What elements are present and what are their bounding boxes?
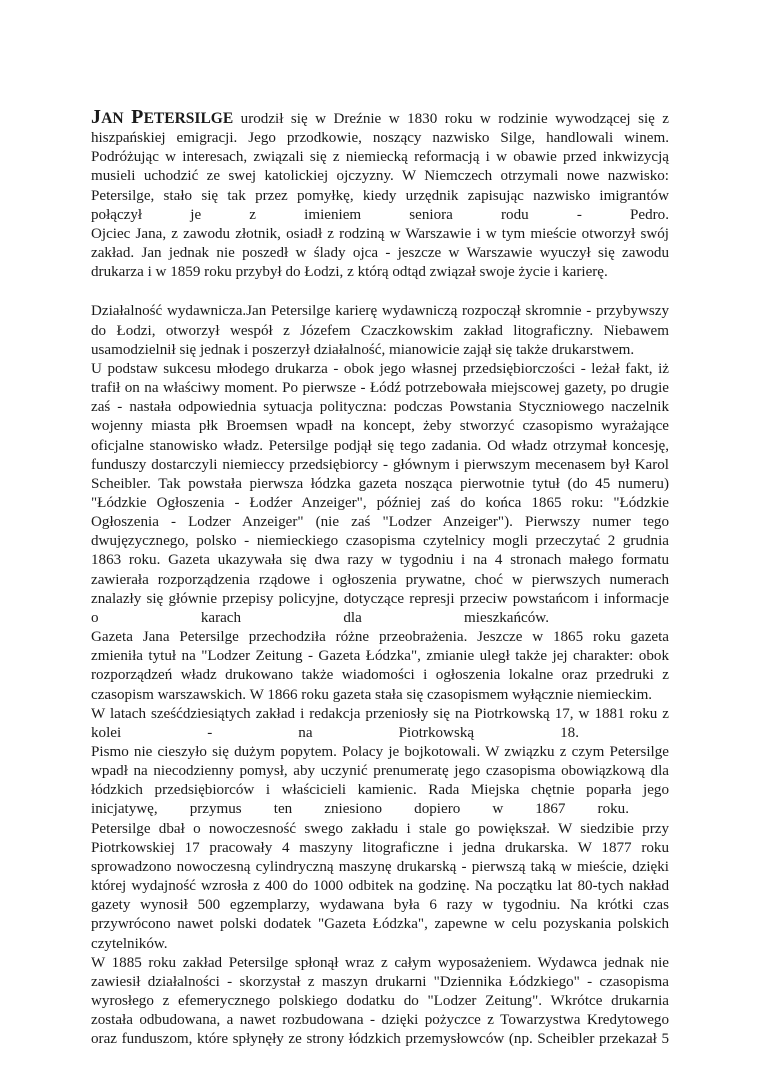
text-line: oficjalne stanowisko władz. Petersilge podjął się tego zadania. Od władz otrzymał koncesję,: [91, 437, 669, 454]
text-line: której wydajność wzrosła z 400 do 1000 odbitek na godzinę. Na początku lat 80-tych nakład: [91, 878, 669, 895]
text-line: zaś - nastała odpowiednia sytuacja polityczna: podczas Powstania Styczniowego naczelnik: [91, 399, 669, 416]
text-line: Scheibler. Tak powstała pierwsza łódzka gazeta nosząca pierwotnie tytuł (do 45 numeru): [91, 475, 669, 492]
text-line: Petersilge dbał o nowoczesność swego zakładu i stale go powiększał. W siedzibie przy: [91, 820, 669, 837]
text-line: oraz funduszom, które spłynęły ze strony łódzkich przemysłowców (np. Scheibler przekazał 5: [91, 1031, 669, 1048]
text-line: trafił on na właściwy moment. Po pierwsze - Łódź potrzebowała miejscowej gazety, po drugie: [91, 380, 669, 397]
text-line: Piotrkowskiej 17 pracowały 4 maszyny litograficzne i jedna drukarska. W 1877 roku: [91, 839, 669, 856]
text-line: wojenny miasta płk Broemsen wpadł na koncept, żeby stworzyć czasopismo wyrażające: [91, 418, 669, 435]
text-line: wyrosłego z efemerycznego polskiego dodatku do "Lodzer Zeitung". Wkrótce drukarnia: [91, 993, 669, 1010]
text-line: [91, 108, 669, 129]
text-line: Działalność wydawnicza.Jan Petersilge karierę wydawniczą rozpoczął skromnie - przybywszy: [91, 303, 669, 320]
text-line: o karach dla mieszkańców.: [91, 609, 549, 626]
paragraph-publishing: [91, 302, 669, 1049]
text-line: kolei - na Piotrkowską 18.: [91, 724, 579, 741]
text-line: Petersilge, stało się tak przez pomyłkę, kiedy urzędnik zapisując nazwisko imigrantów: [91, 187, 669, 204]
text-line: przywrócono nawet polski dodatek "Gazeta Łódzka", zapewne w celu pozyskania polskich: [91, 916, 669, 933]
text-line: zawiesił działalności - skorzystał z maszyn drukarni "Dziennika Łódzkiego" - czasopisma: [91, 973, 669, 990]
text-line: została odbudowana, a nawet rozbudowana - dzięki pożyczce z Towarzystwa Kredytowego: [91, 1012, 669, 1029]
text-line: W 1885 roku zakład Petersilge spłonął wraz z całym wyposażeniem. Wydawca jednak nie: [91, 954, 669, 971]
text-line: drukarza i w 1859 roku przybył do Łodzi, z którą odtąd związał swoje życie i karierę.: [91, 264, 608, 281]
text-line: Podróżując w interesach, związali się z niemiecką reformacją i w obawie przed inkwizycją: [91, 149, 669, 166]
document-page: [91, 108, 669, 1050]
text-line: zawierała rozporządzenia rządowe i ogłoszenia prywatne, choć w pierwszych numerach: [91, 571, 669, 588]
text-line: łódzkich przedsiębiorców i właścicieli kamienic. Rada Miejska chętnie poparła jego: [91, 782, 669, 799]
text-line: znalazły się głównie przepisy policyjne, dotyczące represji przeciw powstańcom i informacje: [91, 590, 669, 607]
text-line: sprowadzono nowoczesną cylindryczną maszynę drukarską - pierwszą taką w mieście, dzięki: [91, 858, 669, 875]
text-line: inicjatywę, przymus ten zniesiono dopiero w 1867 roku.: [91, 801, 629, 818]
text-line: gazety wynosił 500 egzemplarzy, wydawana była 6 razy w tygodniu. Na krótki czas: [91, 897, 669, 914]
text-line: zakład. Jan jednak nie poszedł w ślady ojca - jeszcze w Warszawie wyuczył się zawodu: [91, 245, 669, 262]
text-line: zmieniła tytuł na "Lodzer Zeitung - Gazeta Łódzka", zmianie uległ także jej charakter: obok: [91, 648, 669, 665]
text-fragment: urodził się w Dreźnie w 1830 roku w rodzinie wywodzącej się z: [233, 111, 669, 127]
person-name-part: AN: [101, 110, 132, 127]
text-line: funduszy dostarczyli niemieccy przedsiębiorcy - głównym i pierwszym mecenasem był Karol: [91, 456, 669, 473]
paragraph-spacer: [91, 282, 669, 302]
text-line: Ojciec Jana, z zawodu złotnik, osiadł z rodziną w Warszawie i w tym mieście otworzył swój: [91, 225, 669, 242]
person-name-initial: J: [91, 106, 102, 128]
text-line: W latach sześćdziesiątych zakład i redakcja przeniosły się na Piotrkowską 17, w 1881 roku z: [91, 705, 669, 722]
text-line: połączył je z imieniem seniora rodu - Pedro.: [91, 206, 669, 223]
text-line: Pismo nie cieszyło się dużym popytem. Polacy je bojkotowali. W związku z czym Petersilge: [91, 744, 669, 760]
text-line: rozporządzeń władz drukowano także wiadomości i ogłoszenia lokalne oraz przedruki z: [91, 667, 669, 684]
text-line: Gazeta Jana Petersilge przechodziła różne przeobrażenia. Jeszcze w 1865 roku gazeta: [91, 629, 669, 646]
text-line: musieli uchodzić ze swej katolickiej ojczyzny. W Niemczech otrzymali nowe nazwisko:: [91, 168, 669, 185]
text-line: 1863 roku. Gazeta ukazywała się dwa razy w tygodniu i na 4 stronach małego formatu: [91, 552, 669, 569]
text-line: hiszpańskiej emigracji. Jego przodkowie, noszący nazwisko Silge, handlowali winem.: [91, 130, 669, 147]
text-line: do Łodzi, otworzył wespół z Józefem Czaczkowskim zakład litograficzny. Niebawem: [91, 322, 669, 339]
text-line: U podstaw sukcesu młodego drukarza - obok jego własnej przedsiębiorczości - leżał fakt, iż: [91, 360, 669, 377]
text-line: Ogłoszenia - Lodzer Anzeiger" (nie zaś "Lodzer Anzeiger"). Pierwszy numer tego: [91, 514, 669, 531]
paragraph-intro: [91, 108, 669, 282]
person-name-initial: P: [131, 106, 144, 128]
text-line: dwujęzycznego, polsko - niemieckiego czasopisma czytelnicy mogli przeczytać 2 grudnia: [91, 533, 669, 550]
text-line: usamodzielnił się jednak i poszerzył działalność, mianowicie zajął się także drukarstwem.: [91, 341, 635, 358]
text-line: "Łódzkie Ogłoszenia - Łodźer Anzeiger", później zaś do końca 1865 roku: "Łódzkie: [91, 494, 669, 511]
text-line: czytelników.: [91, 935, 168, 952]
person-name-part: ETERSILGE: [143, 110, 234, 127]
text-line: wpadł na niecodzienny pomysł, aby uczynić prenumeratę jego czasopisma obowiązkową dla: [91, 763, 669, 780]
text-line: czasopism warszawskich. W 1866 roku gazeta stała się czasopismem wyłącznie niemieckim.: [91, 686, 653, 703]
